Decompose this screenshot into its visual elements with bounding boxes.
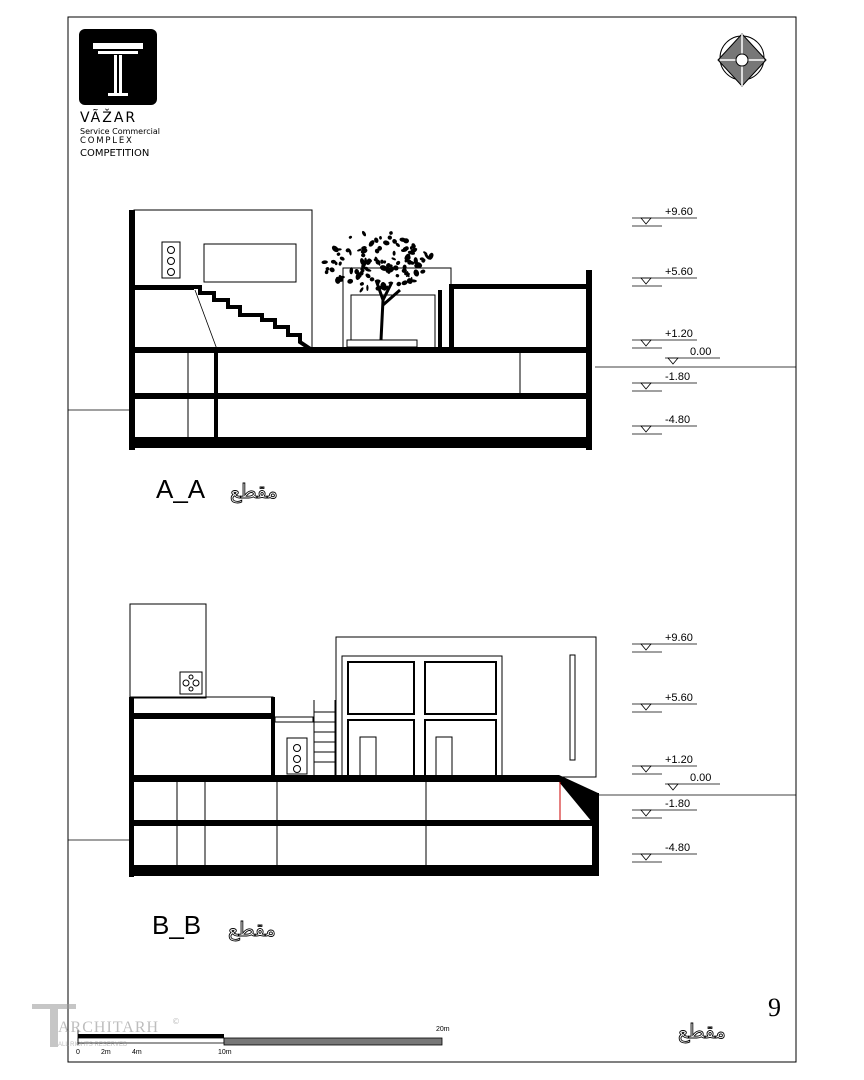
level-label: +1.20 — [665, 328, 693, 340]
sheet-number: 9 — [768, 993, 781, 1022]
level-marker — [632, 371, 697, 391]
logo-line2: COMPLEX — [80, 136, 134, 146]
sheet-label-ar: مقطع — [678, 1019, 726, 1043]
scale-label: 10m — [218, 1049, 232, 1056]
level-marker — [632, 328, 697, 348]
leaf — [379, 236, 382, 240]
leaf — [339, 256, 345, 262]
leaf — [395, 274, 399, 278]
section-a-title: A_A — [156, 474, 206, 504]
level-marker — [632, 414, 697, 434]
logo-line3: COMPETITION — [80, 148, 150, 159]
level-marker — [632, 842, 697, 862]
leaf — [359, 287, 364, 293]
level-marker — [632, 754, 697, 774]
scale-label: 20m — [436, 1026, 450, 1033]
level-marker — [632, 206, 697, 226]
leaf — [389, 231, 393, 235]
scale-label: 0 — [76, 1049, 80, 1056]
north-arrow-icon — [718, 34, 766, 86]
leaf — [391, 257, 396, 261]
level-label: +5.60 — [665, 266, 693, 278]
level-label: 0.00 — [690, 346, 712, 358]
watermark — [32, 1004, 180, 1048]
level-marker — [665, 772, 720, 790]
level-marker — [632, 266, 697, 286]
section-b-title: B_B — [152, 910, 202, 940]
level-label: +9.60 — [665, 206, 693, 218]
sheet-border — [68, 17, 796, 1062]
leaf — [393, 251, 396, 256]
watermark-text: ARCHITARH — [58, 1019, 160, 1036]
section-b-drawing — [68, 604, 796, 877]
logo — [79, 29, 160, 159]
leaf — [413, 269, 420, 277]
leaf — [321, 260, 328, 264]
scale-label: 4m — [132, 1049, 142, 1056]
section-b-title-ar: مقطع — [228, 917, 276, 941]
leaf — [387, 235, 393, 241]
level-marker — [632, 692, 697, 712]
level-marker — [632, 632, 697, 652]
leaf — [347, 278, 354, 284]
tree-canopy-icon — [321, 230, 434, 293]
section-a-title-ar: مقطع — [230, 479, 278, 503]
level-label: -1.80 — [665, 798, 691, 810]
level-markers-b — [632, 632, 720, 862]
leaf — [382, 240, 390, 246]
level-label: 0.00 — [690, 772, 712, 784]
logo-name: VÃŽAR — [80, 110, 138, 126]
leaf — [420, 269, 426, 274]
leaf — [338, 261, 342, 266]
level-label: -4.80 — [665, 842, 691, 854]
level-label: -4.80 — [665, 414, 691, 426]
leaf — [336, 252, 341, 257]
level-marker — [665, 346, 720, 364]
leaf — [395, 260, 401, 266]
leaf — [380, 259, 384, 263]
watermark-sub: ALL RIGHTS RESERVED — [58, 1042, 128, 1048]
leaf — [348, 235, 352, 239]
level-markers-a — [632, 206, 720, 434]
scale-label: 2m — [101, 1049, 111, 1056]
level-label: +5.60 — [665, 692, 693, 704]
level-label: +1.20 — [665, 754, 693, 766]
leaf — [359, 282, 364, 287]
leaf — [329, 266, 336, 273]
svg-text:©: © — [172, 1017, 180, 1026]
leaf — [366, 285, 368, 291]
level-marker — [632, 798, 697, 818]
leaf — [361, 230, 367, 237]
leaf — [396, 281, 402, 287]
level-label: +9.60 — [665, 632, 693, 644]
logo-line1: Service Commercial — [80, 127, 160, 136]
level-label: -1.80 — [665, 371, 691, 383]
leaf — [370, 277, 375, 281]
